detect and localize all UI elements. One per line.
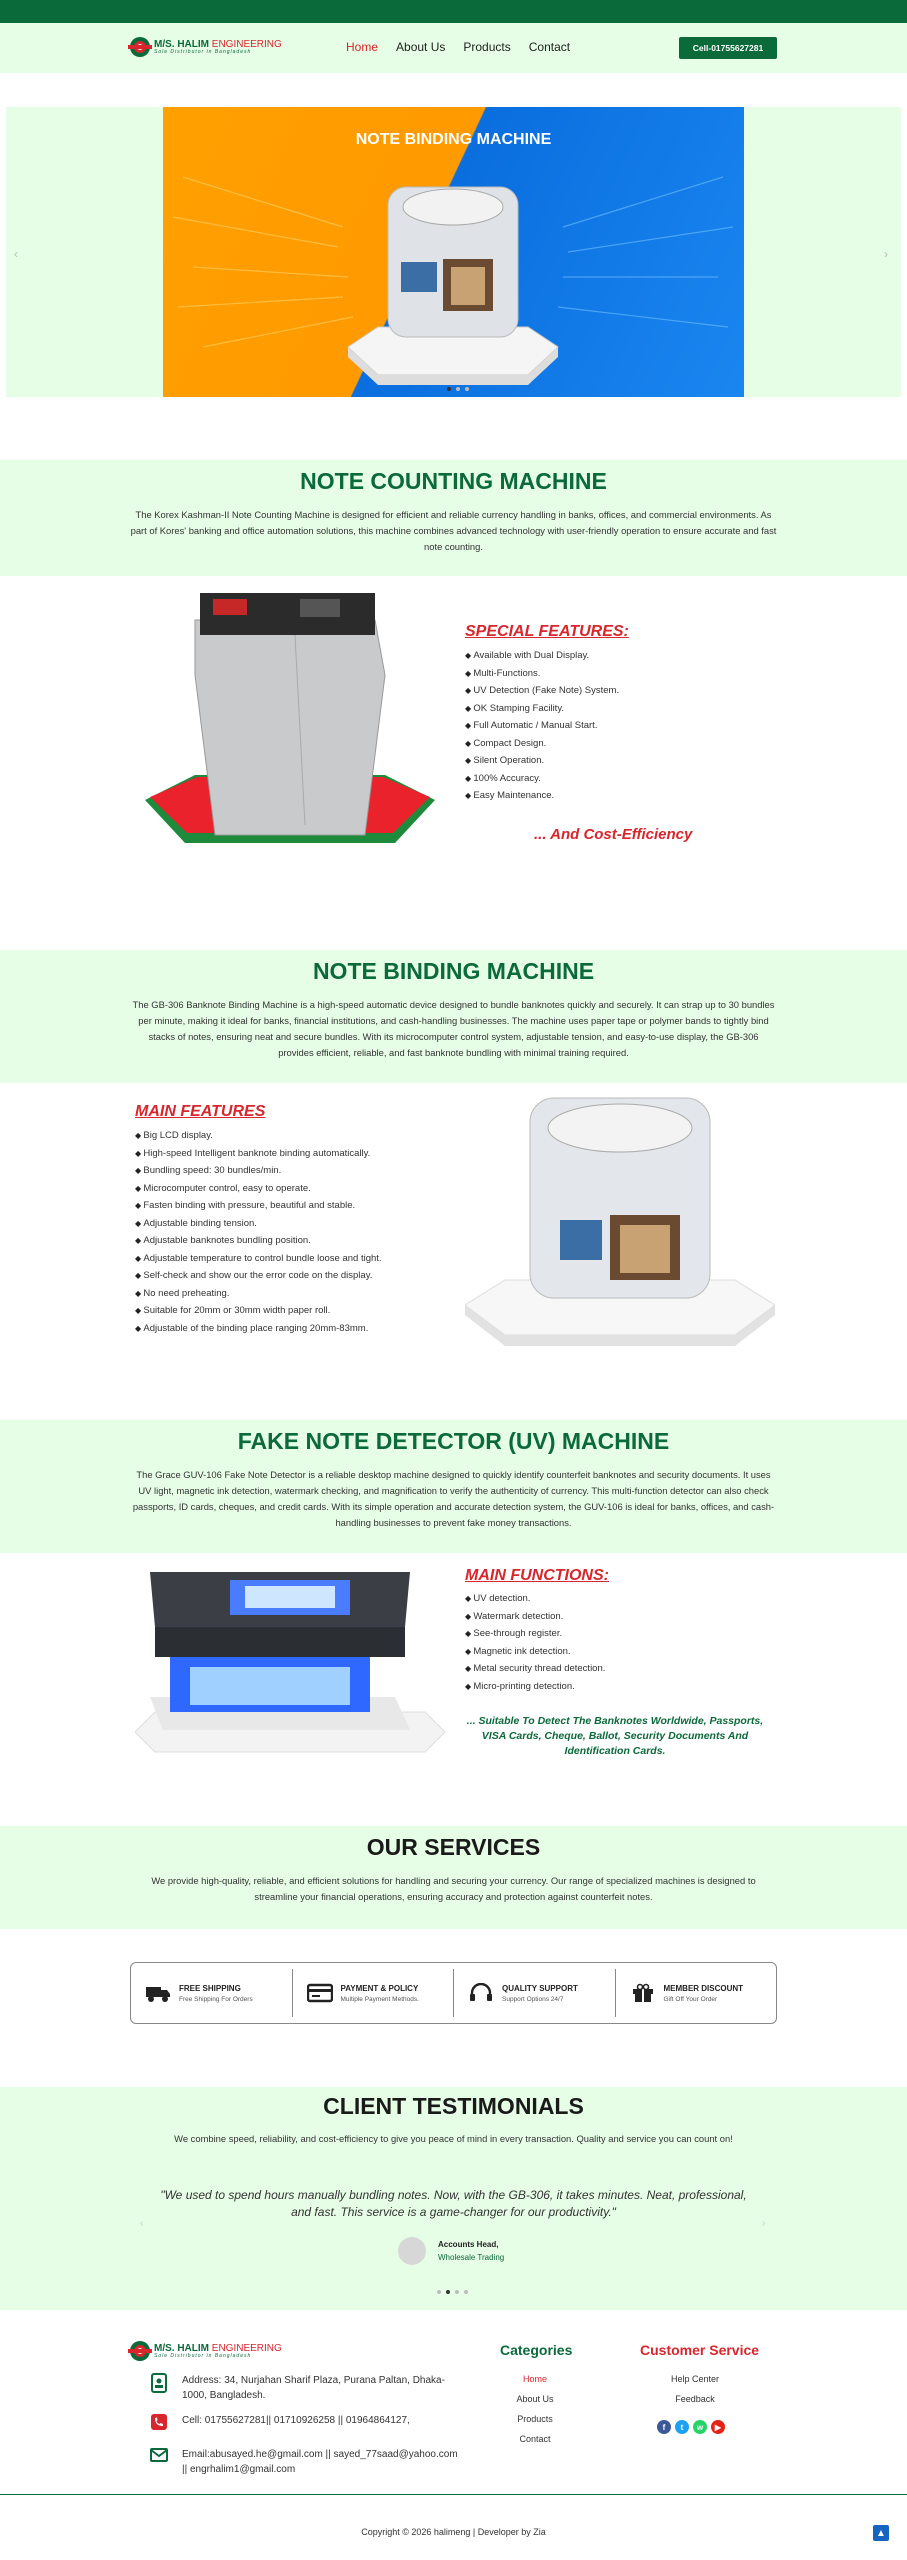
list-item: ◆ Self-check and show our the error code on the display. [135,1267,382,1285]
counting-description: The Korex Kashman-II Note Counting Machine is designed for efficient and reliable currency handling in banks, offices, and commercial environments. As part of Kores' banking and office automation solutions, this machine combines advanced technology with user-friendly operation to ensure accurate and fast note counting. [130,509,777,552]
service-title: QUALITY SUPPORT [502,1983,578,1993]
nav-products[interactable]: Products [463,40,511,54]
credit-card-icon [307,1982,333,2004]
service-subtitle: Support Options 24/7 [502,1995,564,2003]
testimonial-quote: "We used to spend hours manually bundling notes. Now, with the GB-306, it takes minutes. Neat, professional, and fast. This service is a game-changer for our productivity." [160,2188,747,2219]
list-item: ◆ Full Automatic / Manual Start. [465,717,619,735]
gear-logo-icon [130,2341,150,2361]
list-item: ◆ Big LCD display. [135,1127,382,1145]
social-links [657,2420,725,2434]
list-item: ◆ 100% Accuracy. [465,770,619,788]
brand-name: M/S. HALIM [154,2342,209,2354]
call-button[interactable]: Cell-01755627281 [679,37,777,59]
list-item: ◆ Multi-Functions. [465,665,619,683]
binding-description: The GB-306 Banknote Binding Machine is a high-speed automatic device designed to bundle banknotes quickly and securely. It can strap up to 30 bundles per minute, making it ideal for banks, financial institutions, and cash-handling businesses. The machine uses paper tape or polymer bands to tightly bind stacks of notes, ensuring neat and secure bundles. With its microcomputer control system, adjustable tension, and easy-to-use display, the GB-306 provides efficient, reliable, and fast banknote bundling with minimal training required. [132,999,775,1058]
counting-features-list [465,647,619,805]
truck-icon [145,1982,171,2004]
slider-dot[interactable] [446,2290,450,2294]
customer-service-heading: Customer Service [640,2342,760,2358]
gift-icon [630,1982,656,2004]
list-item: ◆ Easy Maintenance. [465,787,619,805]
service-subtitle: Multiple Payment Methods. [340,1995,419,2003]
list-item: ◆ Bundling speed: 30 bundles/min. [135,1162,382,1180]
service-subtitle: Free Shipping For Orders [179,1995,253,2003]
list-item: ◆ High-speed Intelligent banknote binding automatically. [135,1145,382,1163]
binding-features-heading: MAIN FEATURES [135,1103,266,1120]
facebook-icon[interactable]: f [657,2420,671,2434]
brand-tagline: Sole Distributor in Bangladesh [154,48,252,55]
list-item: ◆ Adjustable of the binding place ranging 20mm-83mm. [135,1320,382,1338]
footer-logo[interactable] [130,2341,282,2361]
email-text: Email:abusayed.he@gmail.com || sayed_77saad@yahoo.com || engrhalim1@gmail.com [182,2449,458,2475]
footer-link-contact[interactable]: Contact [519,2434,551,2444]
services-features-box [130,1962,777,2024]
hero-slide [163,107,744,397]
slider-dot[interactable] [464,2290,468,2294]
twitter-icon[interactable]: t [675,2420,689,2434]
footer-email [150,2447,460,2477]
binding-machine-product-image [465,1090,775,1350]
copyright-text: Copyright © 2026 halimeng | Developer by Zia [361,2527,546,2537]
chevron-left-icon[interactable]: ‹ [14,247,18,261]
phone-icon [150,2413,168,2436]
testimonial-author: Accounts Head, [438,2240,499,2249]
brand-name-suffix: ENGINEERING [211,38,282,50]
list-item: ◆ See-through register. [465,1625,605,1643]
envelope-icon [150,2447,168,2468]
footer-link-products[interactable]: Products [517,2414,553,2424]
service-item-discount [616,1969,777,2017]
slider-dot[interactable] [456,387,460,391]
youtube-icon[interactable]: ▶ [711,2420,725,2434]
testimonials-description: We combine speed, reliability, and cost-efficiency to give you peace of mind in every transaction. Quality and service you can count on! [174,2133,733,2144]
service-title: FREE SHIPPING [179,1983,241,1993]
footer-link-home[interactable]: Home [522,2374,547,2384]
footer-phone [150,2413,460,2436]
address-card-icon [150,2373,168,2398]
nav-home[interactable]: Home [346,40,379,54]
brand-tagline: Sole Distributor in Bangladesh [154,2352,252,2359]
headset-icon [468,1982,494,2004]
detector-functions-heading: MAIN FUNCTIONS: [465,1567,609,1584]
list-item: ◆ Suitable for 20mm or 30mm width paper roll. [135,1302,382,1320]
slider-dot[interactable] [465,387,469,391]
chevron-right-icon[interactable]: › [762,2218,766,2229]
slide-title: NOTE BINDING MACHINE [355,131,552,148]
site-logo[interactable] [130,37,282,57]
brand-name: M/S. HALIM [154,38,209,50]
counting-tagline: ... And Cost-Efficiency [534,826,693,843]
service-item-payment [293,1969,455,2017]
list-item: ◆ Microcomputer control, easy to operate. [135,1180,382,1198]
brand-name-suffix: ENGINEERING [211,2342,282,2354]
footer-link-feedback[interactable]: Feedback [675,2394,715,2404]
back-to-top-icon[interactable]: ▲ [873,2525,889,2541]
footer-link-about[interactable]: About Us [516,2394,554,2404]
footer-address [150,2373,460,2403]
slider-dot[interactable] [447,387,451,391]
chevron-right-icon[interactable]: › [884,247,888,261]
uv-detector-image [135,1562,445,1758]
detector-title: FAKE NOTE DETECTOR (UV) MACHINE [237,1428,670,1454]
service-subtitle: Gift Off Your Order [663,1995,718,2003]
detector-functions-list [465,1590,605,1695]
list-item: ◆ Metal security thread detection. [465,1660,605,1678]
whatsapp-icon[interactable]: w [693,2420,707,2434]
footer-link-help-center[interactable]: Help Center [670,2374,720,2384]
footer-divider [0,2494,907,2495]
services-title: OUR SERVICES [366,1834,541,1860]
avatar [398,2237,426,2265]
list-item: ◆ Micro-printing detection. [465,1678,605,1696]
testimonials-title: CLIENT TESTIMONIALS [323,2093,584,2119]
slider-dot[interactable] [437,2290,441,2294]
list-item: ◆ Compact Design. [465,735,619,753]
list-item: ◆ Adjustable banknotes bundling position. [135,1232,382,1250]
address-text: Address: 34, Nurjahan Sharif Plaza, Purana Paltan, Dhaka-1000, Bangladesh. [182,2375,445,2401]
services-description: We provide high-quality, reliable, and efficient solutions for handling and securing your currency. Our range of specialized machines is designed to streamline your financial operations, ensuring accuracy and protection against counterfeit notes. [151,1875,756,1902]
nav-about[interactable]: About Us [396,40,446,54]
service-item-shipping [131,1969,293,2017]
detector-description: The Grace GUV-106 Fake Note Detector is a reliable desktop machine designed to quickly identify counterfeit banknotes and security documents. It uses UV light, magnetic ink detection, watermark checking, and magnification to verify the authenticity of currency. This multi-function detector can also check passports, ID cards, cheques, and credit cards. With its simple operation and accurate detection system, the GUV-106 is ideal for banks, offices, and cash-handling businesses to prevent fake money transactions. [132,1469,775,1528]
service-item-support [454,1969,616,2017]
binding-title: NOTE BINDING MACHINE [312,958,595,984]
list-item: ◆ Magnetic ink detection. [465,1643,605,1661]
list-item: ◆ No need preheating. [135,1285,382,1303]
list-item: ◆ UV detection. [465,1590,605,1608]
main-nav [346,40,570,54]
detector-tagline: ... Suitable To Detect The Banknotes Worldwide, Passports, VISA Cards, Cheque, Ballot, Security Documents And Identification Cards. [466,1715,764,1757]
categories-heading: Categories [500,2342,573,2358]
list-item: ◆ Fasten binding with pressure, beautiful and stable. [135,1197,382,1215]
binding-machine-image [323,167,583,387]
gear-logo-icon [130,37,150,57]
slider-dot[interactable] [455,2290,459,2294]
service-title: PAYMENT & POLICY [340,1983,419,1993]
counting-machine-image [135,585,445,875]
list-item: ◆ OK Stamping Facility. [465,700,619,718]
list-item: ◆ Silent Operation. [465,752,619,770]
list-item: ◆ Adjustable temperature to control bundle loose and tight. [135,1250,382,1268]
counting-features-heading: SPECIAL FEATURES: [465,623,629,640]
top-bar [0,0,907,23]
list-item: ◆ Watermark detection. [465,1608,605,1626]
service-title: MEMBER DISCOUNT [663,1983,744,1993]
slider-dots [447,387,469,391]
chevron-left-icon[interactable]: ‹ [140,2218,144,2229]
phone-text: Cell: 01755627281|| 01710926258 || 01964864127, [182,2415,410,2426]
list-item: ◆ UV Detection (Fake Note) System. [465,682,619,700]
list-item: ◆ Adjustable binding tension. [135,1215,382,1233]
counting-title: NOTE COUNTING MACHINE [300,468,607,494]
testimonial-dots [437,2290,468,2294]
list-item: ◆ Available with Dual Display. [465,647,619,665]
binding-features-list [135,1127,382,1337]
testimonial-company: Wholesale Trading [438,2253,505,2262]
nav-contact[interactable]: Contact [528,40,571,54]
